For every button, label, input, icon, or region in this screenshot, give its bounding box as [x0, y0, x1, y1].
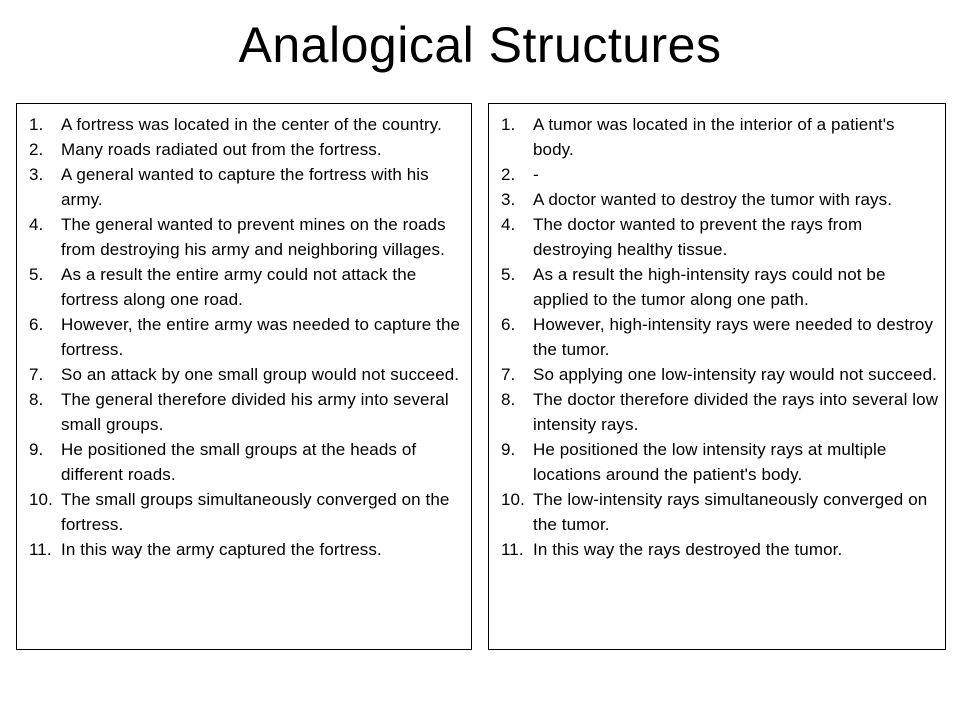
item-text: In this way the rays destroyed the tumor.: [533, 540, 843, 559]
tumor-story-box: [488, 103, 946, 650]
list-item: [501, 212, 939, 262]
item-number: 8.: [29, 390, 44, 409]
tumor-story-list: [501, 112, 939, 562]
item-number: 9.: [501, 440, 516, 459]
item-text: The doctor wanted to prevent the rays from destroying healthy tissue.: [533, 215, 863, 259]
item-number: 7.: [29, 365, 44, 384]
item-number: 8.: [501, 390, 516, 409]
item-number: 6.: [501, 315, 516, 334]
list-item: [29, 137, 465, 162]
item-number: 10.: [501, 490, 525, 509]
list-item: [29, 537, 465, 562]
item-text: However, the entire army was needed to capture the fortress.: [61, 315, 461, 359]
item-text: A general wanted to capture the fortress with his army.: [61, 165, 429, 209]
list-item: [501, 437, 939, 487]
item-text: A doctor wanted to destroy the tumor with rays.: [533, 190, 893, 209]
item-text: Many roads radiated out from the fortress.: [61, 140, 382, 159]
item-number: 5.: [501, 265, 516, 284]
item-text: So applying one low-intensity ray would not succeed.: [533, 365, 937, 384]
list-item: [501, 537, 939, 562]
list-item: [501, 187, 939, 212]
item-text: The general wanted to prevent mines on the roads from destroying his army and neighboring villages.: [61, 215, 446, 259]
item-number: 1.: [501, 115, 516, 134]
item-number: 11.: [29, 540, 52, 559]
item-number: 5.: [29, 265, 44, 284]
list-item: [501, 487, 939, 537]
list-item: [29, 362, 465, 387]
item-number: 2.: [501, 165, 516, 184]
item-number: 11.: [501, 540, 524, 559]
list-item: [501, 262, 939, 312]
item-text: As a result the entire army could not attack the fortress along one road.: [61, 265, 417, 309]
item-number: 1.: [29, 115, 44, 134]
fortress-story-box: [16, 103, 472, 650]
item-text: However, high-intensity rays were needed to destroy the tumor.: [533, 315, 934, 359]
list-item: [501, 362, 939, 387]
item-number: 4.: [501, 215, 516, 234]
item-number: 4.: [29, 215, 44, 234]
list-item: [29, 162, 465, 212]
list-item: [501, 162, 939, 187]
item-number: 6.: [29, 315, 44, 334]
item-number: 3.: [501, 190, 516, 209]
item-text: In this way the army captured the fortress.: [61, 540, 382, 559]
fortress-story-list: [29, 112, 465, 562]
list-item: [501, 387, 939, 437]
item-text: He positioned the small groups at the heads of different roads.: [61, 440, 417, 484]
list-item: [501, 112, 939, 162]
item-text: A fortress was located in the center of the country.: [61, 115, 442, 134]
list-item: [29, 437, 465, 487]
list-item: [501, 312, 939, 362]
item-number: 7.: [501, 365, 516, 384]
item-number: 3.: [29, 165, 44, 184]
item-text: -: [533, 165, 539, 184]
item-text: The general therefore divided his army into several small groups.: [61, 390, 449, 434]
item-number: 10.: [29, 490, 53, 509]
item-text: He positioned the low intensity rays at multiple locations around the patient's body.: [533, 440, 887, 484]
list-item: [29, 387, 465, 437]
list-item: [29, 212, 465, 262]
item-text: The small groups simultaneously converged on the fortress.: [61, 490, 450, 534]
slide-title: Analogical Structures: [238, 17, 722, 73]
list-item: [29, 487, 465, 537]
item-text: So an attack by one small group would not succeed.: [61, 365, 460, 384]
item-text: The doctor therefore divided the rays into several low intensity rays.: [533, 390, 939, 434]
item-number: 9.: [29, 440, 44, 459]
list-item: [29, 312, 465, 362]
list-item: [29, 112, 465, 137]
item-text: The low-intensity rays simultaneously converged on the tumor.: [533, 490, 928, 534]
list-item: [29, 262, 465, 312]
item-text: A tumor was located in the interior of a patient's body.: [533, 115, 895, 159]
item-number: 2.: [29, 140, 44, 159]
item-text: As a result the high-intensity rays could not be applied to the tumor along one path.: [533, 265, 886, 309]
